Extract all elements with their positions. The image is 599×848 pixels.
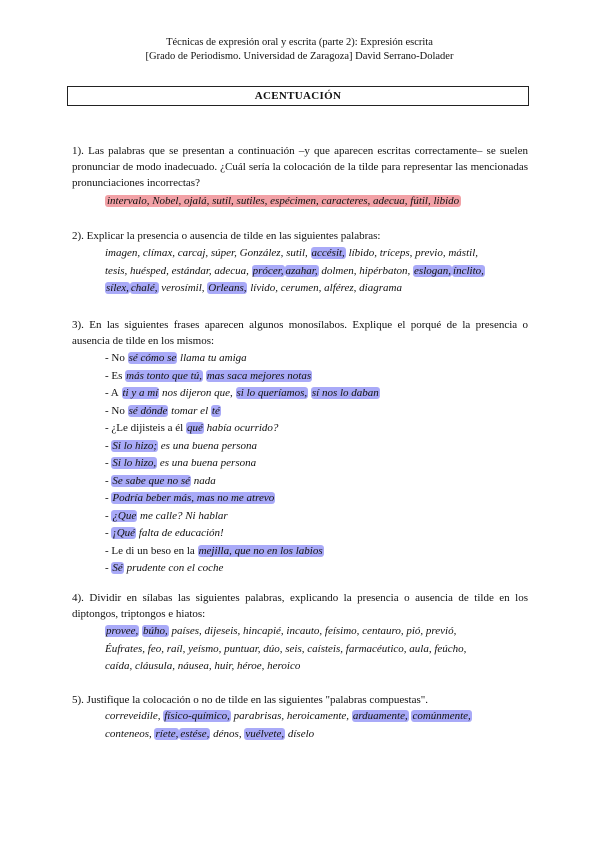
highlight-word[interactable]: búho, <box>143 625 168 637</box>
highlight-word[interactable]: chalé, <box>130 282 158 294</box>
header-line-2: [Grado de Periodismo. Universidad de Zaragoza] David Serrano-Dolader <box>145 51 454 62</box>
q4-line1: provee, búho, países, dijeseis, hincapié, incauto, feísimo, centauro, pió, previó, <box>106 625 457 637</box>
question-1: 1). Las palabras que se presentan a continuación –y que aparecen escritas correctamente– se suelen pronunciar de modo inadecuado. ¿Cuál sería la colocación de la tilde para representar las mencionadas pronunciaciones incorrectas? <box>72 145 528 189</box>
sentence-6: - Si lo hizo; es una buena persona <box>105 439 258 452</box>
highlight-phrase[interactable]: Podría beber más, mas no me atrevo <box>112 492 275 504</box>
q2-line3: sílex, chalé, verosímil, Orleans, lívido, cerumen, alférez, diagrama <box>106 282 402 294</box>
highlight-word[interactable]: prócer, <box>252 264 284 277</box>
highlight-phrase[interactable]: té <box>211 404 220 417</box>
highlight-phrase[interactable]: sé cómo se <box>128 352 177 364</box>
highlight-phrase[interactable]: si lo queríamos, <box>236 387 308 399</box>
highlight-phrase[interactable]: Si lo hizo, <box>112 457 157 469</box>
highlight-phrase[interactable]: ¡Qué <box>112 527 136 539</box>
highlight-phrase[interactable]: ti y a mí <box>122 387 159 399</box>
sentence-3: - A ti y a mí nos dijeron que, si lo queríamos, sí nos lo daban <box>105 387 379 399</box>
page-title: ACENTUACIÓN <box>67 86 529 106</box>
highlight-phrase[interactable]: sé dónde <box>128 404 168 417</box>
highlight-phrase[interactable]: Si lo hizo; <box>112 439 158 452</box>
highlight-phrase[interactable]: mejilla, que no en los labios <box>198 544 323 557</box>
q4-line3: caída, cláusula, náusea, huir, héroe, heroico <box>105 660 301 672</box>
highlight-phrase[interactable]: ¿Que <box>112 509 137 522</box>
highlight-answer-1[interactable]: intervalo, Nobel, ojalá, sutil, sutiles, espécimen, caracteres, adecua, fútil, libido <box>107 195 460 207</box>
sentence-10: - ¿Que me calle? Ni hablar <box>105 509 228 522</box>
question-3: 3). En las siguientes frases aparecen algunos monosílabos. Explique el porqué de la presencia o ausencia de tilde en los mismos: <box>72 319 528 347</box>
q2-line1: imagen, clímax, carcaj, súper, González, sutil, accésit, líbido, tríceps, previo, mástil, <box>105 247 479 259</box>
q5-line1: correveidile, físico-químico, parabrisas, heroicamente, arduamente, comúnmente, <box>105 710 471 722</box>
answer-5 <box>105 708 530 743</box>
question-2: 2). Explicar la presencia o ausencia de tilde en las siguientes palabras: <box>72 230 381 242</box>
sentence-2: - Es más tonto que tú, mas saca mejores notas <box>105 369 312 382</box>
highlight-word[interactable]: arduamente, <box>352 710 408 722</box>
sentence-5: - ¿Le dijisteis a él qué había ocurrido? <box>105 422 279 434</box>
question-4: 4). Dividir en sílabas las siguientes palabras, explicando la presencia o ausencia de tilde en los diptongos, triptongos e hiatos: <box>72 592 528 620</box>
sentence-11: - ¡Qué falta de educación! <box>105 527 224 539</box>
highlight-word[interactable]: accésit, <box>311 247 345 259</box>
page-header <box>0 36 599 64</box>
highlight-word[interactable]: comúnmente, <box>412 710 471 722</box>
highlight-phrase[interactable]: sí nos lo daban <box>311 387 379 399</box>
highlight-phrase[interactable]: Se sabe que no sé <box>112 474 191 487</box>
highlight-phrase[interactable]: más tonto que tú, <box>126 369 202 382</box>
header-line-1: Técnicas de expresión oral y escrita (parte 2): Expresión escrita <box>166 37 433 48</box>
highlight-word[interactable]: eslogan, <box>414 264 452 277</box>
highlight-word[interactable]: azahar, <box>285 264 318 277</box>
sentence-13: - Sé prudente con el coche <box>105 562 224 574</box>
highlight-word[interactable]: ínclito, <box>453 264 484 277</box>
highlight-word[interactable]: Orleans, <box>208 282 247 294</box>
q5-line2: conteneos, ríete, estése, dénos, vuélvete, díselo <box>105 727 315 740</box>
sentence-8: - Se sabe que no sé nada <box>105 474 216 487</box>
sentence-12: - Le di un beso en la mejilla, que no en los labios <box>105 544 323 557</box>
question-5: 5). Justifique la colocación o no de tilde en las siguientes "palabras compuestas". <box>72 694 428 706</box>
answer-3 <box>105 350 530 578</box>
highlight-word[interactable]: ríete, <box>155 727 179 740</box>
answer-4 <box>105 623 530 676</box>
highlight-word[interactable]: provee, <box>106 625 139 637</box>
highlight-phrase[interactable]: qué <box>186 422 203 434</box>
highlight-phrase[interactable]: mas saca mejores notas <box>206 369 312 382</box>
sentence-7: - Si lo hizo, es una buena persona <box>105 457 257 469</box>
highlight-word[interactable]: físico-químico, <box>164 710 230 722</box>
answer-1 <box>105 193 530 211</box>
highlight-phrase[interactable]: Sé <box>112 562 123 574</box>
answer-2 <box>105 245 530 298</box>
highlight-word[interactable]: sílex, <box>106 282 129 294</box>
sentence-9: - Podría beber más, mas no me atrevo <box>105 492 275 504</box>
q2-line2: tesis, huésped, estándar, adecua, prócer, azahar, dolmen, hipérbaton, eslogan, ínclito, <box>105 264 484 277</box>
sentence-4: - No sé dónde tomar el té <box>105 404 220 417</box>
highlight-word[interactable]: estése, <box>180 727 210 740</box>
q4-line2: Éufrates, feo, raíl, yeísmo, puntuar, dúo, seis, caísteis, farmacéutico, aula, feúcho, <box>105 642 467 655</box>
sentence-1: - No sé cómo se llama tu amiga <box>105 352 247 364</box>
highlight-word[interactable]: vuélvete, <box>245 727 285 740</box>
